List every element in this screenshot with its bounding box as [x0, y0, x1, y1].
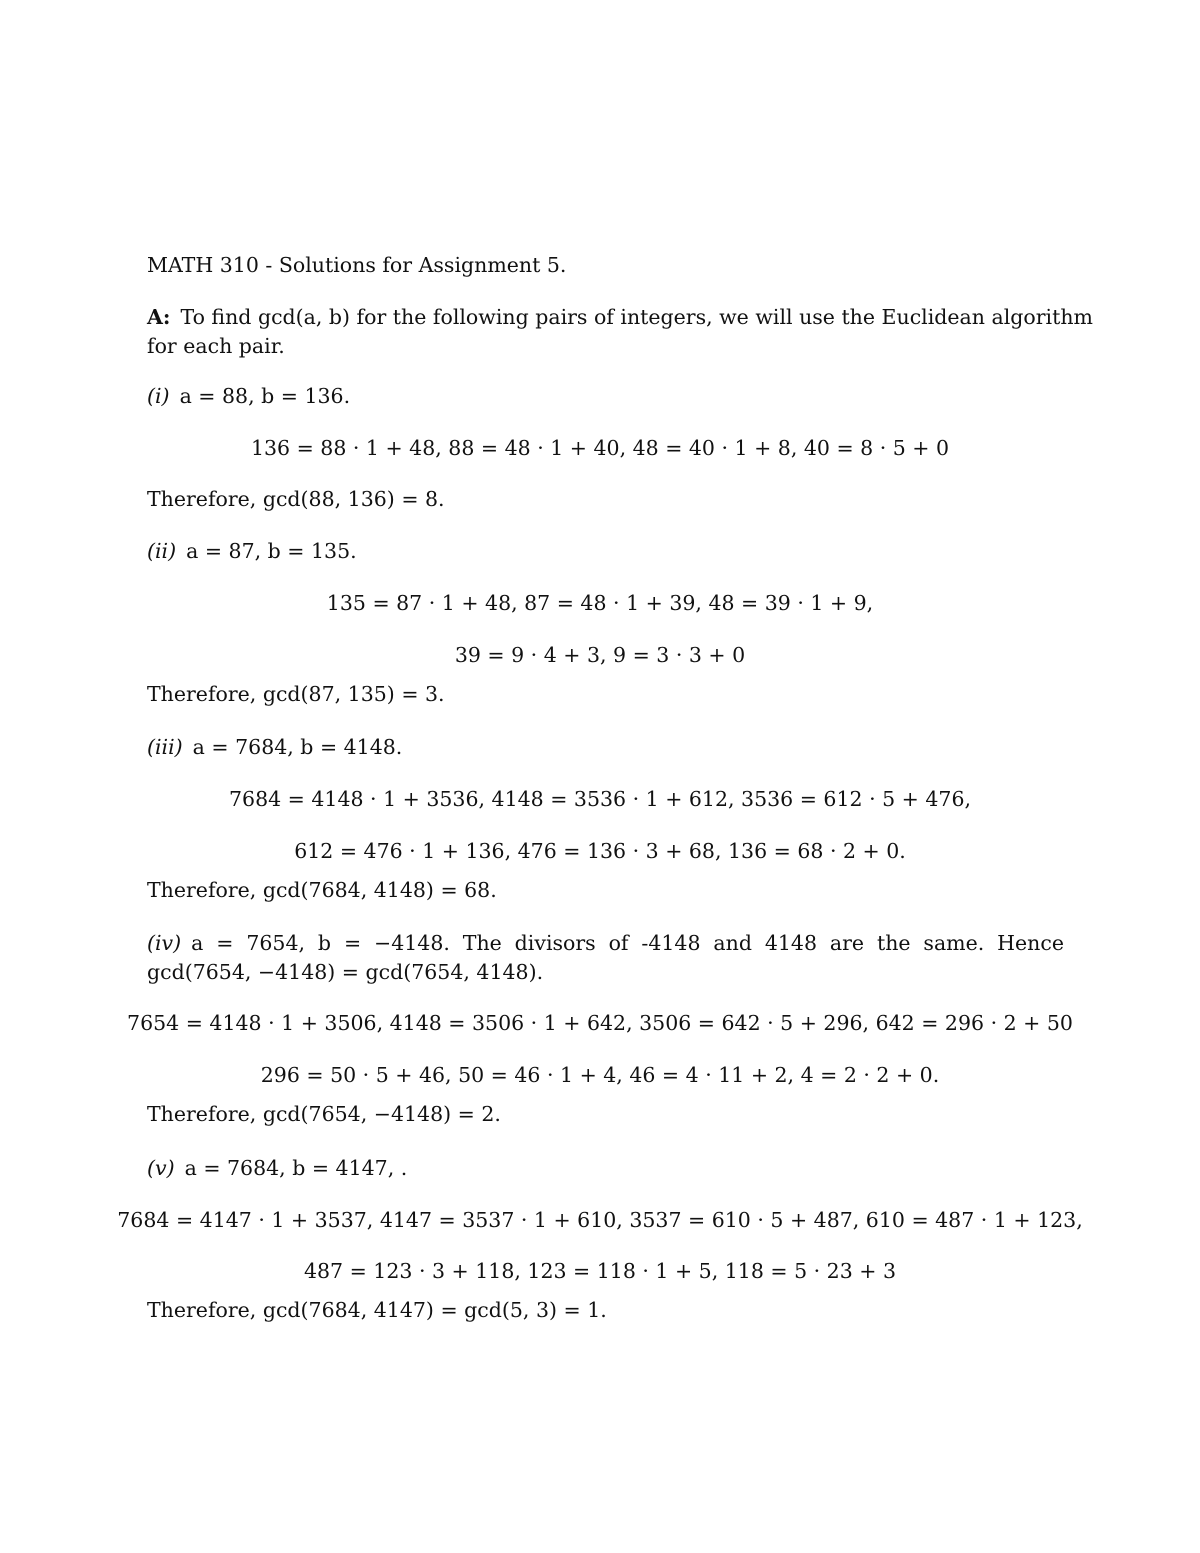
part-iv-given: a = 7654, b = −4148. The divisors of -4148 and 4148 are the same. Hence — [191, 931, 1064, 955]
part-i-label: (i) — [147, 384, 170, 408]
part-v-given-line — [147, 1158, 407, 1179]
intro-text-1: To find gcd(a, b) for the following pairs of integers, we will use the Euclidean algorithm — [180, 305, 1093, 329]
part-ii-step-2: 39 = 9 · 4 + 3, 9 = 3 · 3 + 0 — [454, 643, 746, 667]
part-v-step-1: 7684 = 4147 · 1 + 3537, 4147 = 3537 · 1 + 610, 3537 = 610 · 5 + 487, 610 = 487 · 1 + 123, — [117, 1208, 1083, 1232]
part-iv-step-2: 296 = 50 · 5 + 46, 50 = 46 · 1 + 4, 46 = 4 · 11 + 2, 4 = 2 · 2 + 0. — [260, 1063, 940, 1087]
part-iv-label: (iv) — [147, 931, 182, 955]
part-iv-given-2: gcd(7654, −4148) = gcd(7654, 4148). — [147, 960, 544, 984]
part-v-step-2: 487 = 123 · 3 + 118, 123 = 118 · 1 + 5, 118 = 5 · 23 + 3 — [303, 1259, 897, 1283]
part-iii-given-line — [147, 737, 402, 758]
part-ii-label: (ii) — [147, 539, 177, 563]
part-iii-step-2: 612 = 476 · 1 + 136, 476 = 136 · 3 + 68, 136 = 68 · 2 + 0. — [294, 839, 906, 863]
part-i-conclusion: Therefore, gcd(88, 136) = 8. — [147, 487, 445, 511]
part-v-conclusion: Therefore, gcd(7684, 4147) = gcd(5, 3) = 1. — [147, 1298, 607, 1322]
part-i-given-line — [147, 386, 350, 407]
part-ii-given-line — [147, 541, 357, 562]
intro-label: A: — [147, 305, 171, 329]
part-v-label: (v) — [147, 1156, 175, 1180]
part-iii-label: (iii) — [147, 735, 183, 759]
part-iii-given: a = 7684, b = 4148. — [192, 735, 403, 759]
part-ii-conclusion: Therefore, gcd(87, 135) = 3. — [147, 682, 445, 706]
part-i-given: a = 88, b = 136. — [179, 384, 351, 408]
part-iv-conclusion: Therefore, gcd(7654, −4148) = 2. — [147, 1102, 501, 1126]
part-v-given: a = 7684, b = 4147, . — [184, 1156, 408, 1180]
part-iv-given-line — [147, 933, 1064, 954]
intro-line-2: for each pair. — [147, 334, 285, 358]
part-i-step-1: 136 = 88 · 1 + 48, 88 = 48 · 1 + 40, 48 = 40 · 1 + 8, 40 = 8 · 5 + 0 — [250, 436, 950, 460]
part-iii-step-1: 7684 = 4148 · 1 + 3536, 4148 = 3536 · 1 + 612, 3536 = 612 · 5 + 476, — [228, 787, 972, 811]
part-iv-step-1: 7654 = 4148 · 1 + 3506, 4148 = 3506 · 1 + 642, 3506 = 642 · 5 + 296, 642 = 296 · 2 + 50 — [127, 1011, 1073, 1035]
part-ii-given: a = 87, b = 135. — [186, 539, 357, 563]
part-ii-step-1: 135 = 87 · 1 + 48, 87 = 48 · 1 + 39, 48 = 39 · 1 + 9, — [326, 591, 874, 615]
part-iii-conclusion: Therefore, gcd(7684, 4148) = 68. — [147, 878, 497, 902]
document-title: MATH 310 - Solutions for Assignment 5. — [147, 253, 567, 277]
intro-line-1 — [147, 307, 1093, 328]
